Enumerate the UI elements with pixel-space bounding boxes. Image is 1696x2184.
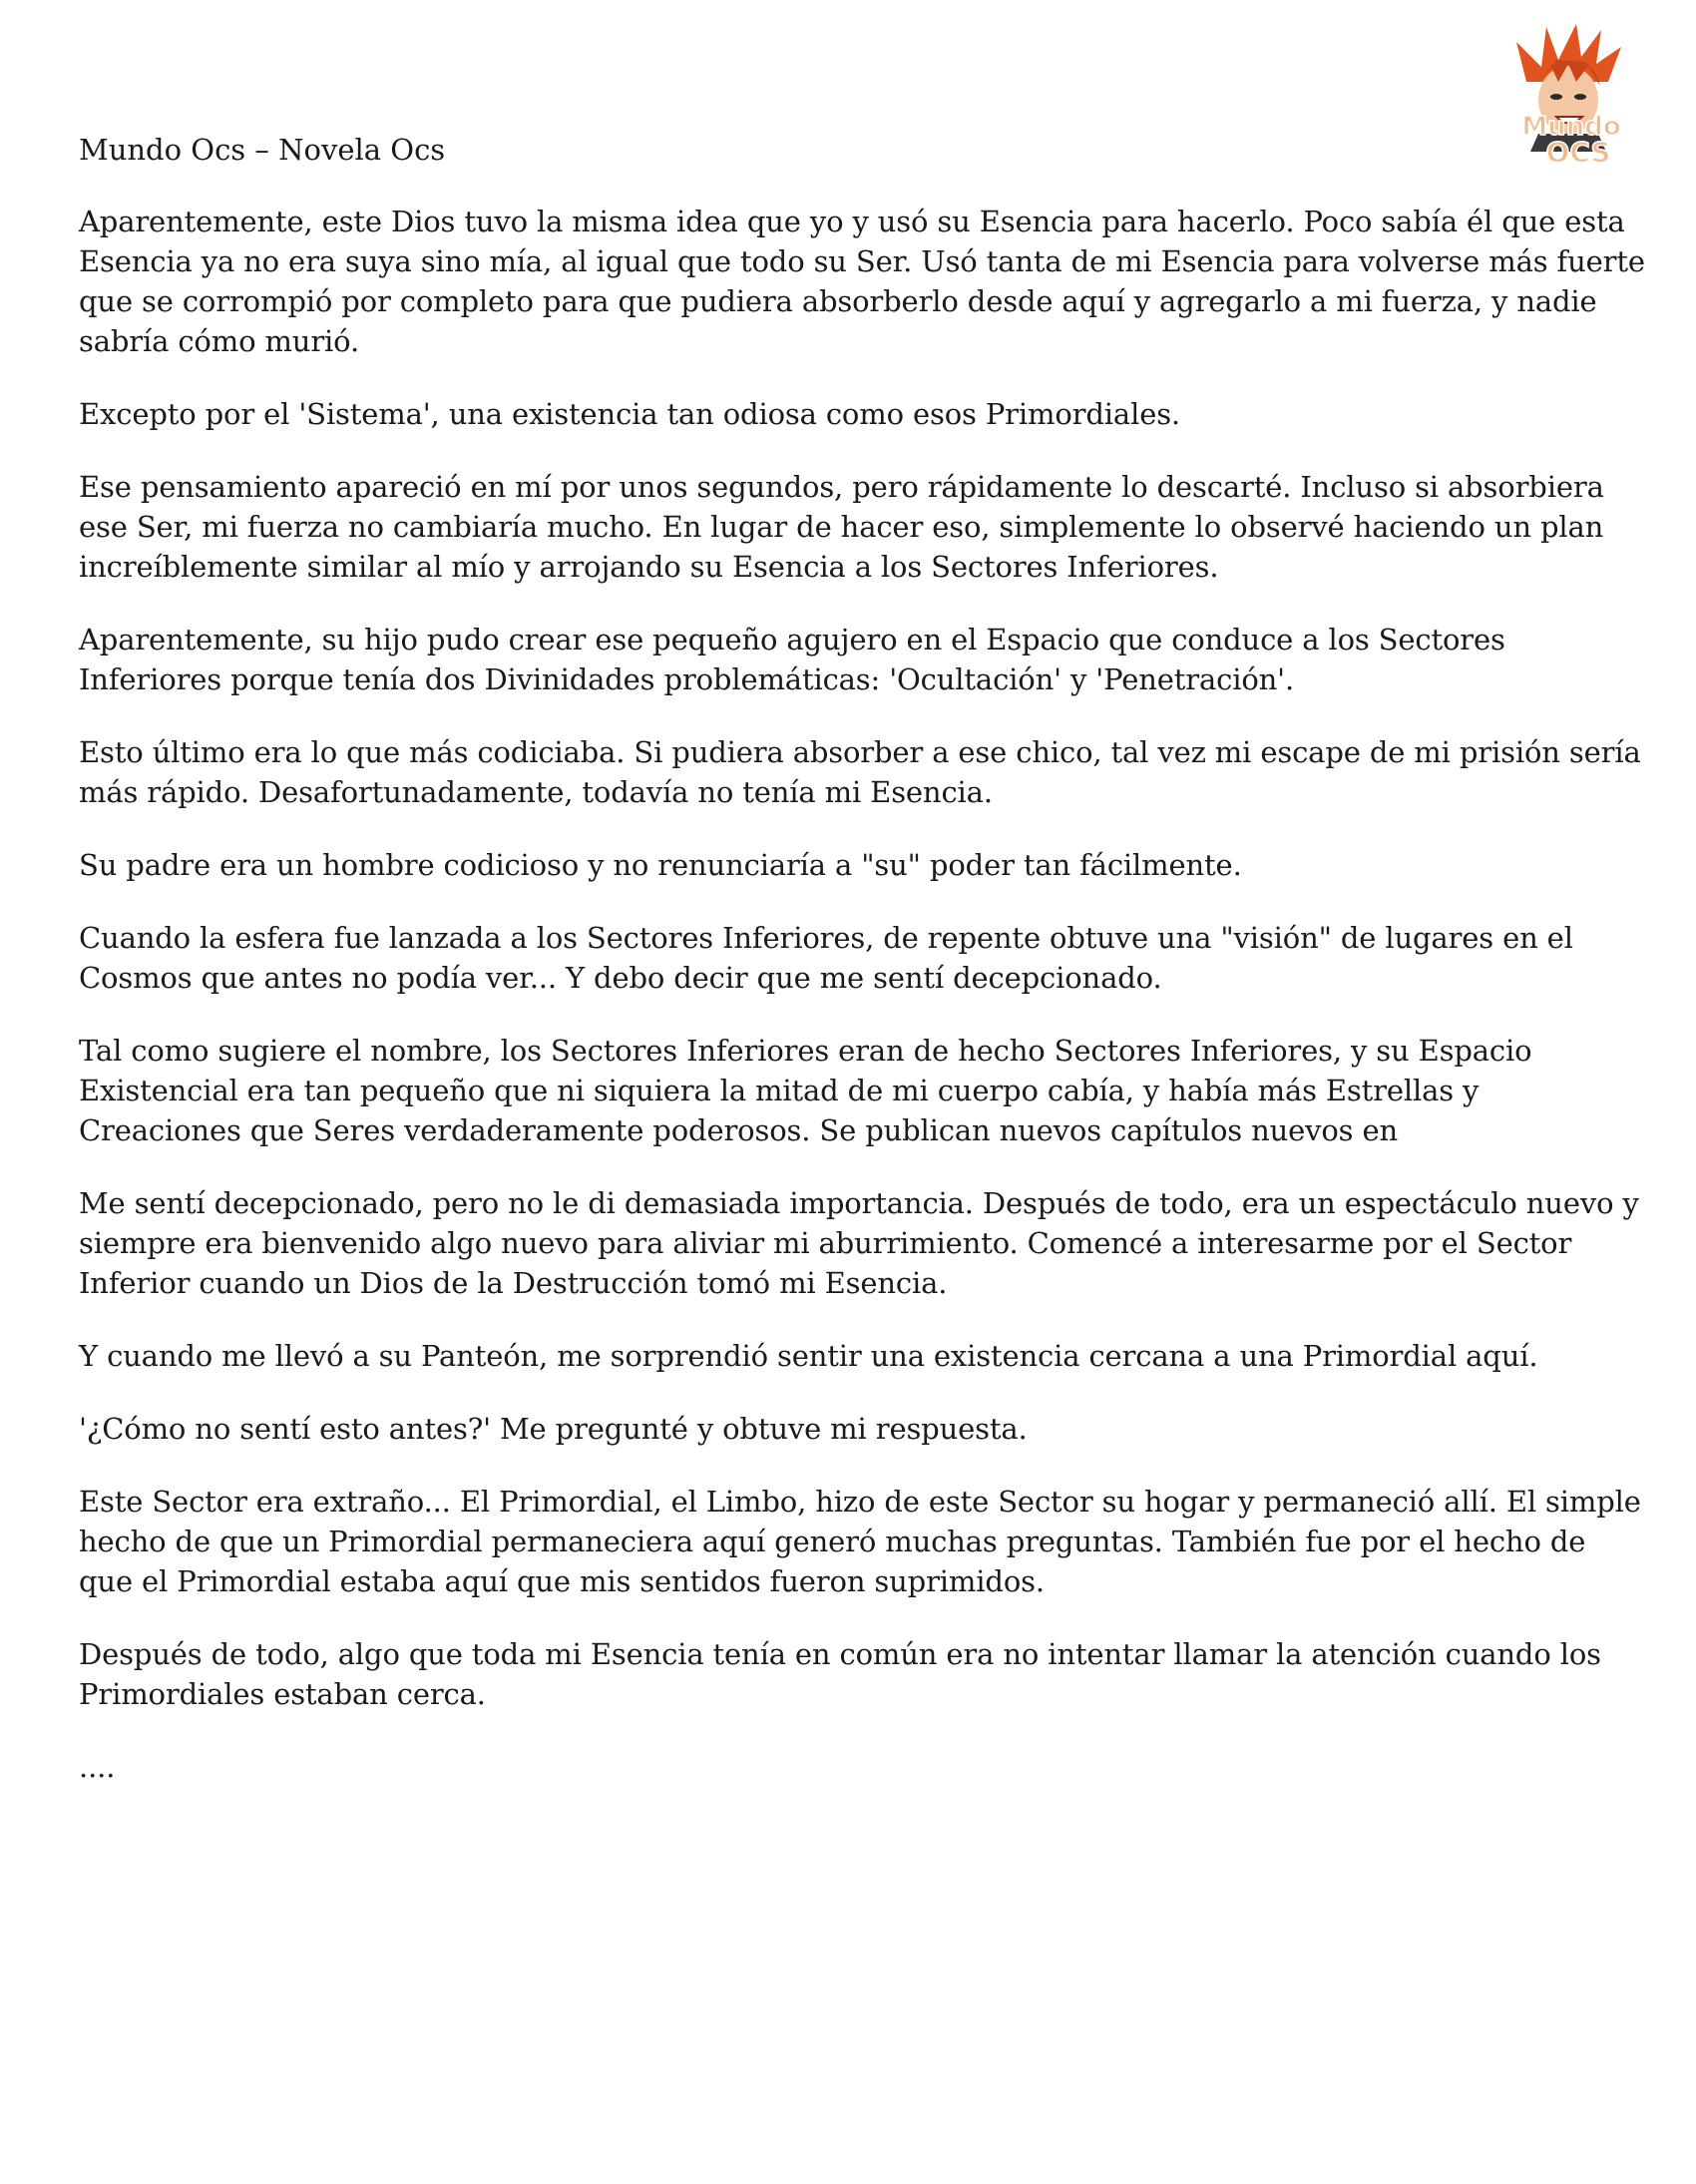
paragraph: '¿Cómo no sentí esto antes?' Me pregunté y obtuve mi respuesta.	[79, 1412, 1028, 1446]
document-body	[79, 130, 1645, 1820]
paragraph: Este Sector era extraño... El Primordial, el Limbo, hizo de este Sector su hogar y permaneció allí. El simple hecho de que un Primordial permaneciera aquí generó muchas preguntas. También fue por el hecho de que el Primordial estaba aquí que mis sentidos fueron suprimidos.	[79, 1485, 1641, 1598]
paragraph: Excepto por el 'Sistema', una existencia tan odiosa como esos Primordiales.	[79, 397, 1181, 431]
paragraph: Ese pensamiento apareció en mí por unos segundos, pero rápidamente lo descarté. Incluso si absorbiera ese Ser, mi fuerza no cambiaría mucho. En lugar de hacer eso, simplemente lo observé haciendo un plan increíblemente similar al mío y arrojando su Esencia a los Sectores Inferiores.	[79, 470, 1604, 584]
paragraph: Después de todo, algo que toda mi Esencia tenía en común era no intentar llamar la atención cuando los Primordiales estaban cerca.	[79, 1637, 1601, 1711]
paragraph: Aparentemente, su hijo pudo crear ese pequeño agujero en el Espacio que conduce a los Sectores Inferiores porque tenía dos Divinidades problemáticas: 'Ocultación' y 'Penetración'.	[79, 623, 1505, 696]
paragraph: Su padre era un hombre codicioso y no renunciaría a "su" poder tan fácilmente.	[79, 848, 1242, 882]
paragraph: Aparentemente, este Dios tuvo la misma idea que yo y usó su Esencia para hacerlo. Poco sabía él que esta Esencia ya no era suya sino mía, al igual que todo su Ser. Usó tanta de mi Esencia para volverse más fuerte que se corrompió por completo para que pudiera absorberlo desde aquí y agregarlo a mi fuerza, y nadie sabría cómo murió.	[79, 205, 1645, 358]
document-header: Mundo Ocs – Novela Ocs	[79, 133, 446, 167]
paragraph: Esto último era lo que más codiciaba. Si pudiera absorber a ese chico, tal vez mi escape de mi prisión sería más rápido. Desafortunadamente, todavía no tenía mi Esencia.	[79, 735, 1641, 809]
paragraph: Me sentí decepcionado, pero no le di demasiada importancia. Después de todo, era un espectáculo nuevo y siempre era bienvenido algo nuevo para aliviar mi aburrimiento. Comencé a interesarme por el Sector Inferior cuando un Dios de la Destrucción tomó mi Esencia.	[79, 1186, 1639, 1300]
svg-text:OCS: OCS	[1545, 136, 1611, 169]
paragraph: Tal como sugiere el nombre, los Sectores Inferiores eran de hecho Sectores Inferiores, y su Espacio Existencial era tan pequeño que ni siquiera la mitad de mi cuerpo cabía, y había más Estrellas y Creaciones que Seres verdaderamente poderosos. Se publican nuevos capítulos nuevos en	[79, 1034, 1532, 1147]
paragraph: Cuando la esfera fue lanzada a los Sectores Inferiores, de repente obtuve una "visión" de lugares en el Cosmos que antes no podía ver... Y debo decir que me sentí decepcionado.	[79, 921, 1573, 995]
paragraph: Y cuando me llevó a su Panteón, me sorprendió sentir una existencia cercana a una Primordial aquí.	[79, 1339, 1538, 1373]
svg-text:Mundo: Mundo	[1521, 112, 1621, 142]
ellipsis-paragraph: ....	[79, 1750, 116, 1784]
